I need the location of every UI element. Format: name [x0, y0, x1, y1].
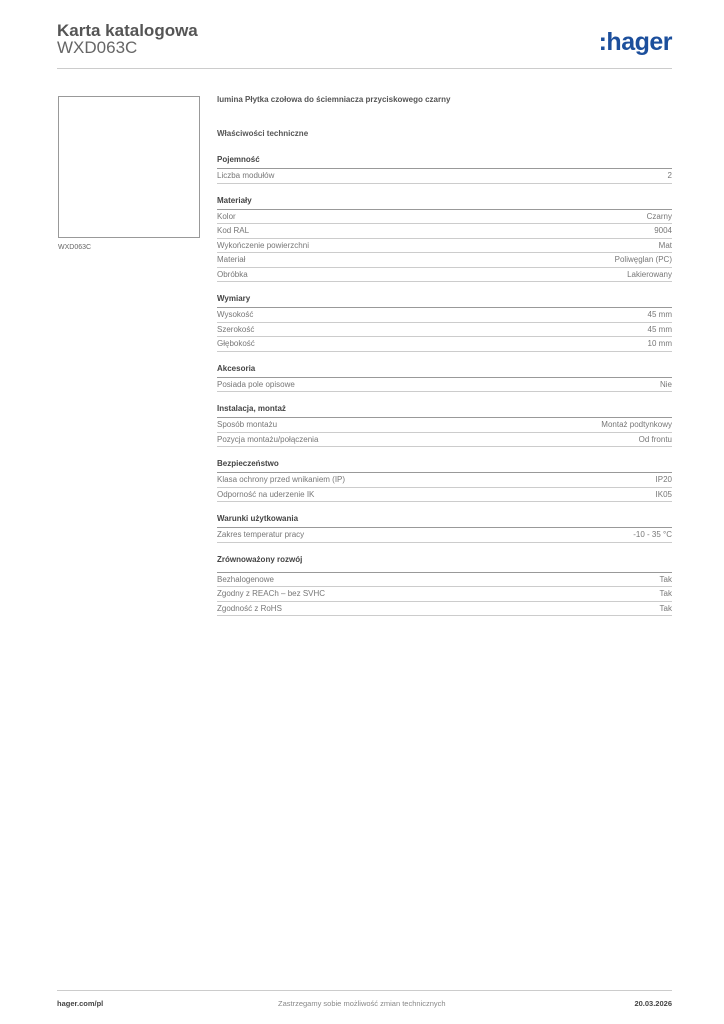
spec-label: Wykończenie powierzchni: [217, 240, 309, 250]
spec-row: [217, 253, 672, 268]
spec-value: 2: [667, 171, 672, 180]
spec-value: Tak: [659, 574, 672, 584]
spec-value: Nie: [659, 379, 672, 389]
spec-row: [217, 323, 672, 338]
spec-value: 45 mm: [647, 324, 672, 334]
section-title: Akcesoria: [217, 364, 672, 378]
spec-row: [217, 268, 672, 283]
spec-value: Mat: [658, 240, 672, 250]
spec-section: [217, 155, 672, 184]
spec-label: Materiał: [217, 255, 246, 264]
section-title: Bezpieczeństwo: [217, 459, 672, 473]
product-image: [58, 96, 200, 238]
spec-label: Pozycja montażu/połączenia: [217, 434, 319, 444]
spec-row: [217, 308, 672, 323]
spec-label: Liczba modułów: [217, 171, 275, 180]
properties-title: Właściwości techniczne: [217, 129, 309, 138]
spec-value: IP20: [655, 475, 672, 484]
section-title: Materiały: [217, 196, 672, 210]
footer-divider: [57, 990, 672, 991]
spec-label: Głębokość: [217, 339, 255, 348]
spec-value: -10 - 35 °C: [633, 530, 672, 539]
spec-label: Wysokość: [217, 310, 254, 319]
spec-value: Czarny: [646, 211, 672, 221]
spec-label: Kod RAL: [217, 226, 250, 235]
spec-row: [217, 224, 672, 239]
product-code: WXD063C: [57, 38, 138, 57]
footer-notice: Zastrzegamy sobie możliwość zmian technicznych: [278, 999, 446, 1008]
spec-label: Sposób montażu: [217, 420, 278, 429]
spec-value: Poliwęglan (PC): [614, 255, 672, 264]
spec-value: 10 mm: [647, 339, 672, 348]
spec-value: Od frontu: [638, 434, 672, 444]
section-title: Zrównoważony rozwój: [217, 555, 672, 573]
spec-row: [217, 433, 672, 448]
spec-value: Tak: [659, 603, 672, 613]
hager-logo: :hager: [598, 28, 672, 56]
spec-label: Obróbka: [217, 269, 248, 279]
spec-row: [217, 378, 672, 393]
spec-section: [217, 555, 672, 617]
spec-row: [217, 418, 672, 433]
spec-sections: [217, 155, 672, 616]
section-title: Warunki użytkowania: [217, 514, 672, 528]
spec-value: 9004: [654, 226, 672, 235]
header-divider: [57, 68, 672, 69]
spec-row: [217, 337, 672, 352]
spec-label: Zgodny z REACh – bez SVHC: [217, 589, 326, 598]
spec-section: [217, 459, 672, 502]
spec-row: [217, 239, 672, 254]
spec-value: Montaż podtynkowy: [601, 420, 672, 429]
spec-label: Bezhalogenowe: [217, 574, 274, 584]
spec-section: [217, 196, 672, 283]
footer-date: 20.03.2026: [634, 999, 672, 1008]
spec-value: IK05: [655, 489, 672, 499]
section-title: Instalacja, montaż: [217, 404, 672, 418]
section-title: Pojemność: [217, 155, 672, 169]
spec-value: 45 mm: [647, 310, 672, 319]
spec-section: [217, 514, 672, 543]
spec-section: [217, 294, 672, 352]
spec-label: Klasa ochrony przed wnikaniem (IP): [217, 475, 346, 484]
spec-row: [217, 210, 672, 225]
spec-label: Posiada pole opisowe: [217, 379, 295, 389]
spec-label: Odporność na uderzenie IK: [217, 489, 315, 499]
spec-section: [217, 364, 672, 393]
spec-row: [217, 473, 672, 488]
spec-section: [217, 404, 672, 447]
spec-value: Tak: [659, 589, 672, 598]
spec-row: [217, 602, 672, 617]
spec-label: Zgodność z RoHS: [217, 603, 282, 613]
spec-row: [217, 573, 672, 588]
product-description: lumina Płytka czołowa do ściemniacza przyciskowego czarny: [217, 95, 451, 104]
spec-row: [217, 587, 672, 602]
spec-row: [217, 488, 672, 503]
document-title: Karta katalogowa: [57, 21, 198, 40]
spec-row: [217, 528, 672, 543]
spec-label: Zakres temperatur pracy: [217, 530, 305, 539]
spec-label: Kolor: [217, 211, 236, 221]
spec-label: Szerokość: [217, 324, 255, 334]
image-caption: WXD063C: [58, 244, 92, 251]
footer-website[interactable]: hager.com/pl: [57, 999, 104, 1008]
spec-value: Lakierowany: [627, 269, 672, 279]
section-title: Wymiary: [217, 294, 672, 308]
specifications: [217, 95, 672, 616]
spec-row: [217, 169, 672, 184]
